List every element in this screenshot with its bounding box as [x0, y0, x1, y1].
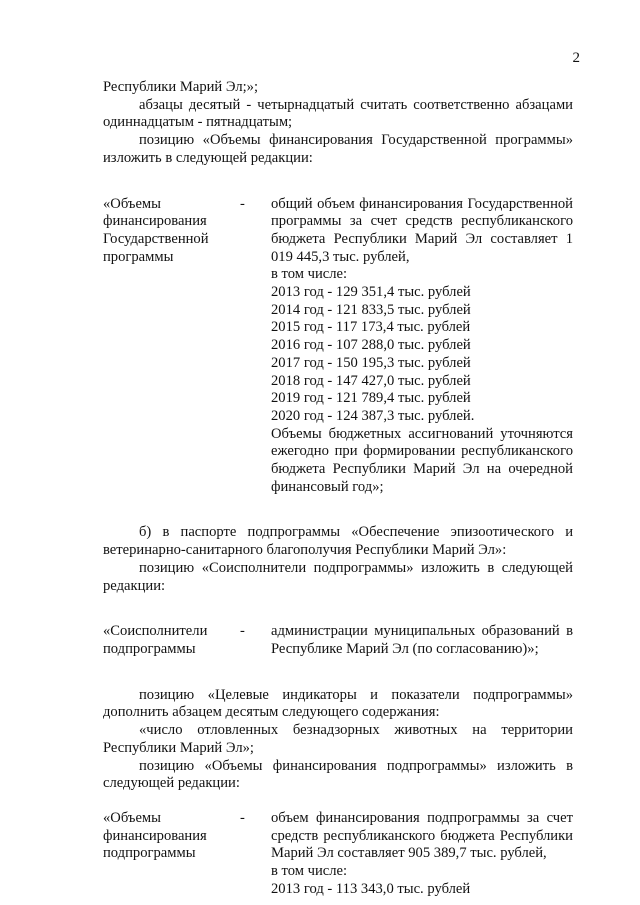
document-body: [103, 79, 573, 898]
in-total-label: в том числе:: [271, 266, 348, 283]
passport-dash: -: [240, 809, 245, 826]
subprogram-financing-value: [271, 810, 573, 899]
year-financing-line: 2020 год - 124 387,3 тыс. рублей.: [271, 407, 475, 424]
subprogram-financing-total: объем финансирования подпрограммы за счет средств республиканского бюджета Республики Марий Эл составляет 905 389,7 тыс. рублей,: [271, 809, 573, 862]
subprogram-financing-passport: [103, 810, 573, 899]
program-financing-label: [103, 196, 240, 267]
label-line: «Объемы: [103, 195, 161, 212]
coexecutors-label: [103, 623, 240, 658]
year-financing-line: 2013 год - 129 351,4 тыс. рублей: [271, 284, 471, 301]
paragraph-coexecutors-instruction: позицию «Соисполнители подпрограммы» изложить в следующей редакции:: [103, 559, 573, 594]
program-financing-note: Объемы бюджетных ассигнований уточняются ежегодно при формировании республиканского бюджета Республики Марий Эл на очередной финансовый год»;: [271, 425, 573, 495]
label-line: программы: [103, 248, 174, 265]
year-financing-line: 2014 год - 121 833,5 тыс. рублей: [271, 301, 471, 318]
year-financing-line: 2018 год - 147 427,0 тыс. рублей: [271, 372, 471, 389]
year-financing-line: 2016 год - 107 288,0 тыс. рублей: [271, 337, 471, 354]
passport-dash: -: [240, 623, 245, 640]
coexecutors-text: администрации муниципальных образований в Республике Марий Эл (по согласованию)»;: [271, 623, 573, 657]
in-total-label: в том числе:: [271, 863, 348, 880]
paragraph-subprogram-volumes-instruction: позицию «Объемы финансирования подпрограммы» изложить в следующей редакции:: [103, 757, 573, 792]
label-line: финансирования: [103, 213, 207, 230]
label-line: Государственной: [103, 230, 209, 247]
year-financing-line: 2017 год - 150 195,3 тыс. рублей: [271, 354, 471, 371]
page-number: 2: [572, 50, 580, 66]
paragraph-indicator-quote: «число отловленных безнадзорных животных на территории Республики Марий Эл»;: [103, 722, 573, 756]
year-financing-line: 2015 год - 117 173,4 тыс. рублей: [271, 319, 471, 336]
year-financing-line: 2019 год - 121 789,4 тыс. рублей: [271, 390, 471, 407]
passport-dash: -: [240, 195, 245, 212]
year-financing-line: 2013 год - 113 343,0 тыс. рублей: [271, 880, 471, 897]
subprogram-financing-label: [103, 810, 240, 863]
program-financing-total: общий объем финансирования Государственной программы за счет средств республиканского бюджета Республики Марий Эл составляет 1 019 445,3 тыс. рублей,: [271, 195, 573, 265]
program-financing-value: [271, 196, 573, 497]
label-line: «Объемы: [103, 809, 161, 826]
paragraph-renumbering: абзацы десятый - четырнадцатый считать соответственно абзацами одиннадцатым - пятнадцатым;: [103, 96, 573, 131]
paragraph-subprogram-passport: б) в паспорте подпрограммы «Обеспечение эпизоотического и ветеринарно-санитарного благополучия Республики Марий Эл»:: [103, 524, 573, 559]
coexecutors-passport: [103, 623, 573, 658]
paragraph-program-volumes-instruction: позицию «Объемы финансирования Государственной программы» изложить в следующей редакции:: [103, 132, 573, 166]
label-line: подпрограммы: [103, 640, 196, 657]
label-line: финансирования: [103, 827, 207, 844]
intro-line: Республики Марий Эл;»;: [103, 79, 259, 95]
paragraph-indicators-instruction: позицию «Целевые индикаторы и показатели подпрограммы» дополнить абзацем десятым следующего содержания:: [103, 686, 573, 721]
label-line: «Соисполнители: [103, 623, 208, 640]
coexecutors-value: [271, 623, 573, 658]
program-financing-passport: [103, 196, 573, 497]
label-line: подпрограммы: [103, 845, 196, 862]
